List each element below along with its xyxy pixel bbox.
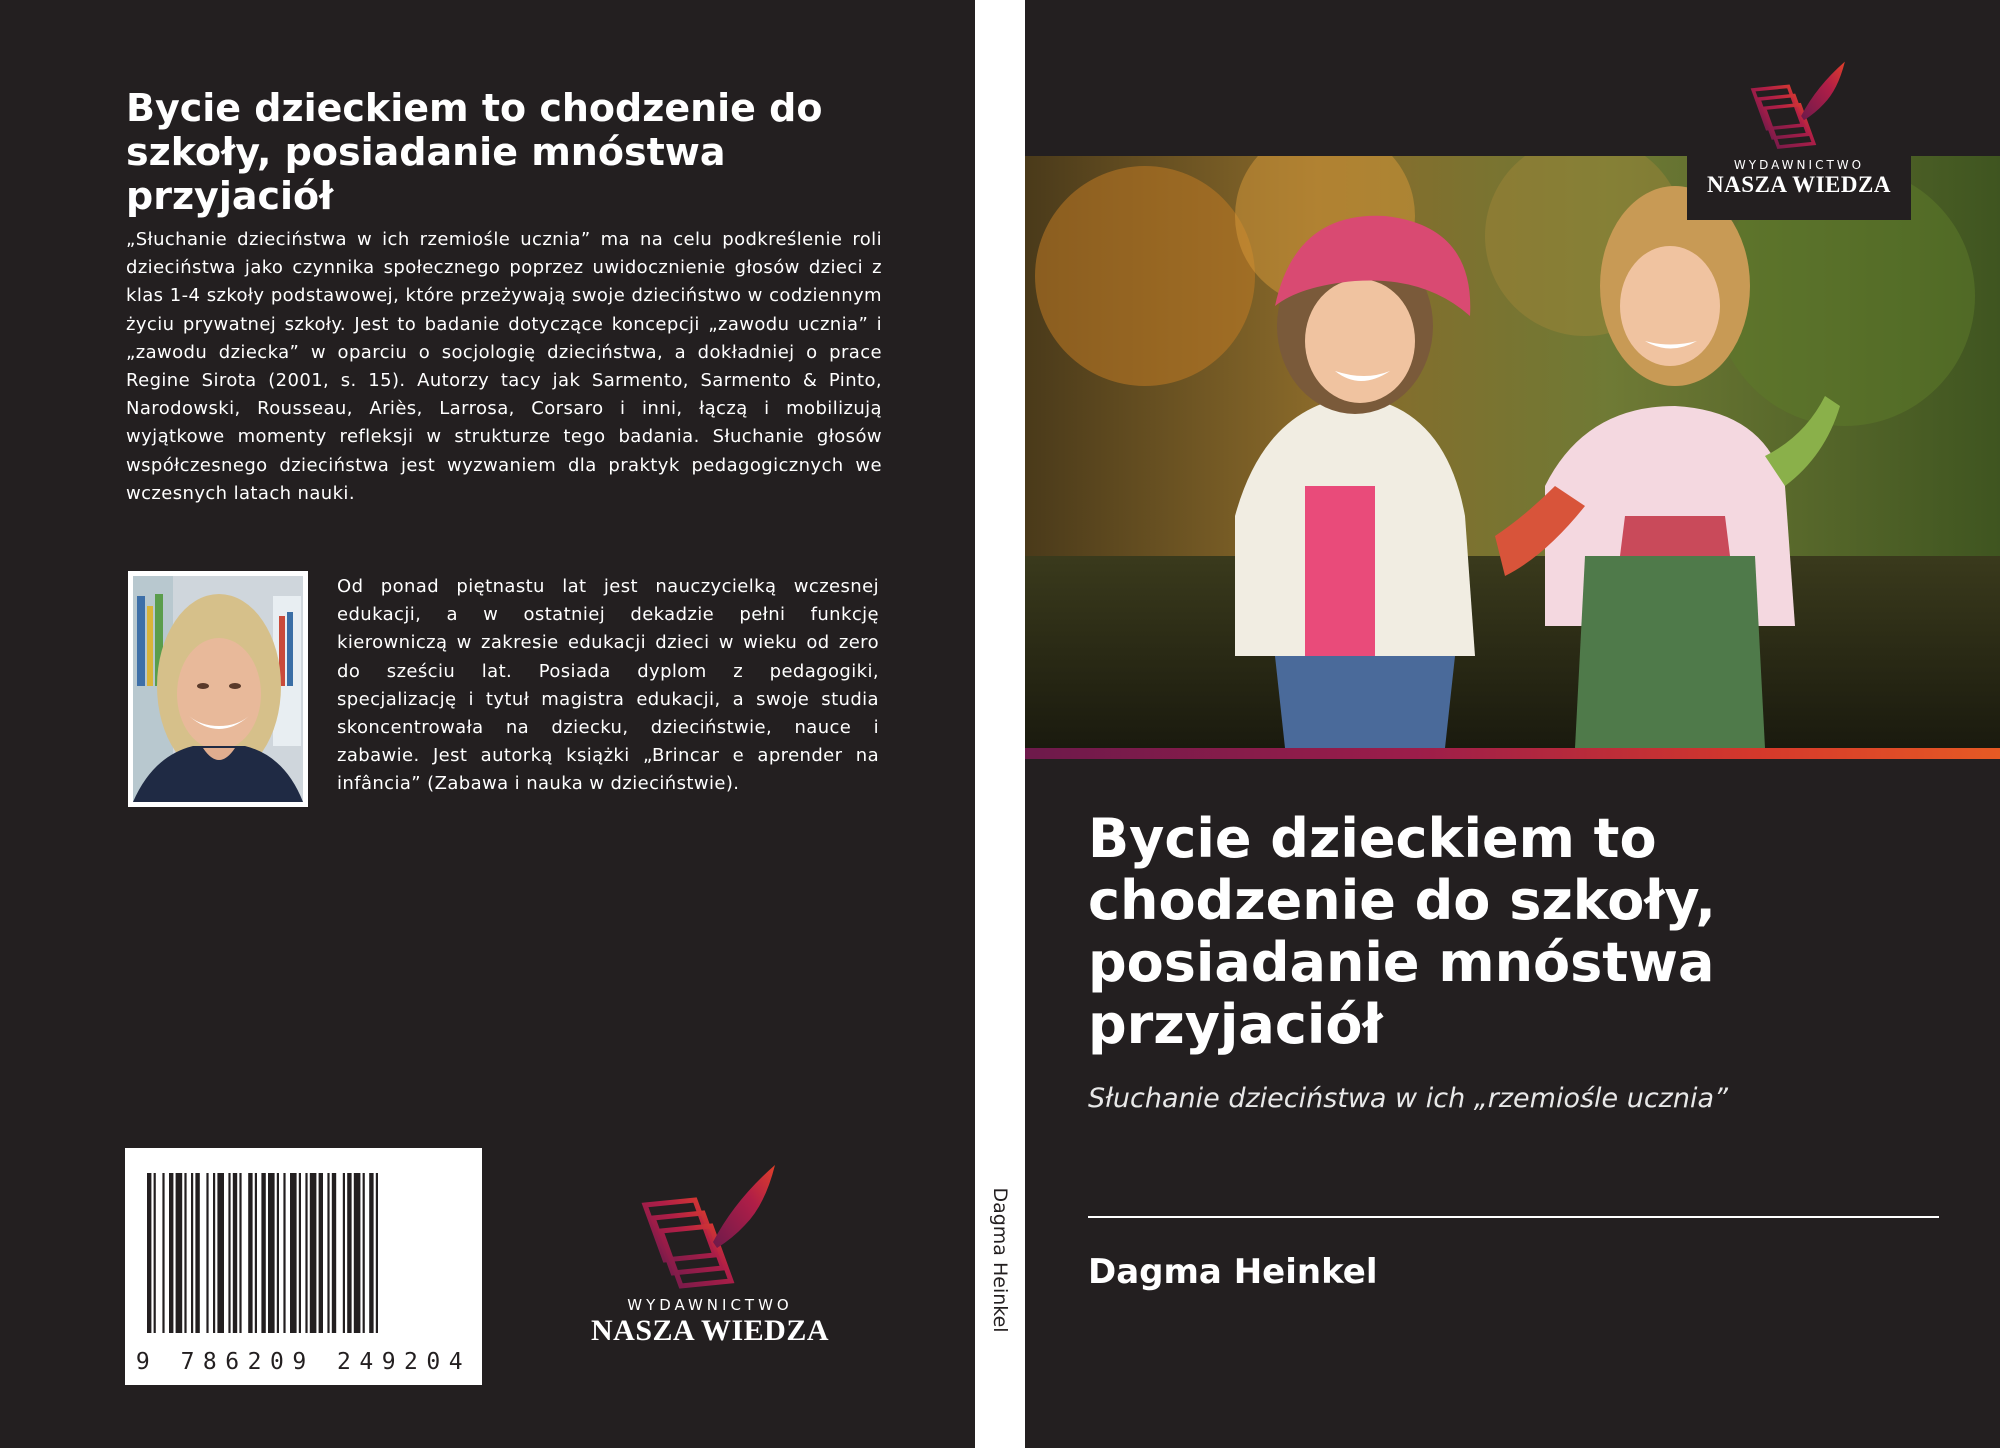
barcode-number: 9 786209 249204 (135, 1349, 472, 1375)
barcode-bar (299, 1173, 301, 1333)
front-cover-title: Bycie dzieckiem to chodzenie do szkoły, posiadanie mnóstwa przyjaciół (1088, 807, 1716, 1056)
barcode-bar (206, 1173, 208, 1333)
barcode-bar (327, 1173, 329, 1333)
barcode-bar (319, 1173, 323, 1333)
author-bio: Od ponad piętnastu lat jest nauczycielką wczesnej edukacji, a w ostatniej dekadzie pełni funkcję kierowniczą w zakresie edukacji dzieci w wieku od zero do sześciu lat. Posiada dyplom z pedagogiki, specjalizację i tytuł magistra edukacji, a swoje studia skoncentrowała na dziecku, dzieciństwie, nauce i zabawie. Jest autorką książki „Brincar e aprender na infância” (Zabawa i nauka w dzieciństwie). (337, 576, 879, 795)
barcode-bar (376, 1173, 378, 1333)
front-cover-author: Dagma Heinkel (1088, 1252, 1378, 1292)
barcode-bar (169, 1173, 173, 1333)
barcode-bar (310, 1173, 317, 1333)
barcode-bar (305, 1173, 307, 1333)
author-photo (128, 571, 308, 807)
title-divider (1088, 1216, 1939, 1218)
barcode-bar (261, 1173, 265, 1333)
barcode-bar (363, 1173, 365, 1333)
barcode-bar (233, 1173, 237, 1333)
barcode-bar (217, 1173, 224, 1333)
barcode-bar (248, 1173, 252, 1333)
barcode-bar (228, 1173, 230, 1333)
barcode-bar (191, 1173, 193, 1333)
barcode-bar (354, 1173, 361, 1333)
front-publisher-name: NASZA WIEDZA (1707, 172, 1891, 197)
book-stack-with-quill-icon (1739, 54, 1859, 154)
barcode-bar (176, 1173, 183, 1333)
back-publisher-word: WYDAWNICTWO (627, 1296, 793, 1314)
barcode-bar (283, 1173, 285, 1333)
back-publisher-logo (560, 1160, 860, 1348)
barcode-bar (154, 1173, 156, 1333)
back-cover-blurb: „Słuchanie dzieciństwa w ich rzemiośle ucznia” ma na celu podkreślenie roli dzieciństwa jako czynnika społecznego poprzez uwidocznienie głosów dzieci z klas 1-4 szkoły podstawowej, które przeżywają swoje dzieciństwo w codziennym życiu prywatnej szkoły. Jest to badanie dotyczące koncepcji „zawodu ucznia” i „zawodu dziecka” w oparciu o socjologię dzieciństwa, a dokładniej o prace Regine Sirota (2001, s. 15). Autorzy tacy jak Sarmento, Sarmento & Pinto, Narodowski, Rousseau, Ariès, Larrosa, Corsaro i inni, łączą i mobilizują wyjątkowe momenty refleksji w strukturze tego badania. Słuchanie głosów współczesnego dzieciństwa jest wyzwaniem dla praktyk pedagogicznych we wczesnych latach nauki. (126, 229, 882, 504)
barcode-bar (369, 1173, 373, 1333)
cover-photo (1025, 156, 2000, 748)
barcode-bar (277, 1173, 279, 1333)
barcode-bar (239, 1173, 241, 1333)
front-publisher-word: WYDAWNICTWO (1733, 158, 1865, 172)
front-cover-subtitle: Słuchanie dzieciństwa w ich „rzemiośle ucznia” (1088, 1083, 1728, 1114)
barcode-bar (195, 1173, 199, 1333)
spine-author: Dagma Heinkel (989, 1187, 1011, 1333)
barcode-bar (290, 1173, 297, 1333)
barcode-bar (147, 1173, 151, 1333)
barcode-bar (268, 1173, 275, 1333)
front-publisher-logo (1687, 50, 1911, 220)
book-stack-with-quill-icon (625, 1160, 795, 1290)
back-publisher-name: NASZA WIEDZA (590, 1314, 830, 1347)
barcode (125, 1148, 482, 1385)
barcode-bar (255, 1173, 257, 1333)
back-cover-title: Bycie dzieckiem to chodzenie do szkoły, posiadanie mnóstwa przyjaciół (126, 86, 823, 218)
barcode-bar (332, 1173, 336, 1333)
barcode-bar (184, 1173, 186, 1333)
barcode-bar (343, 1173, 345, 1333)
barcode-bar (162, 1173, 164, 1333)
barcode-bar (347, 1173, 351, 1333)
accent-strip (1025, 748, 2000, 759)
back-cover (0, 0, 975, 1448)
barcode-bar (213, 1173, 215, 1333)
